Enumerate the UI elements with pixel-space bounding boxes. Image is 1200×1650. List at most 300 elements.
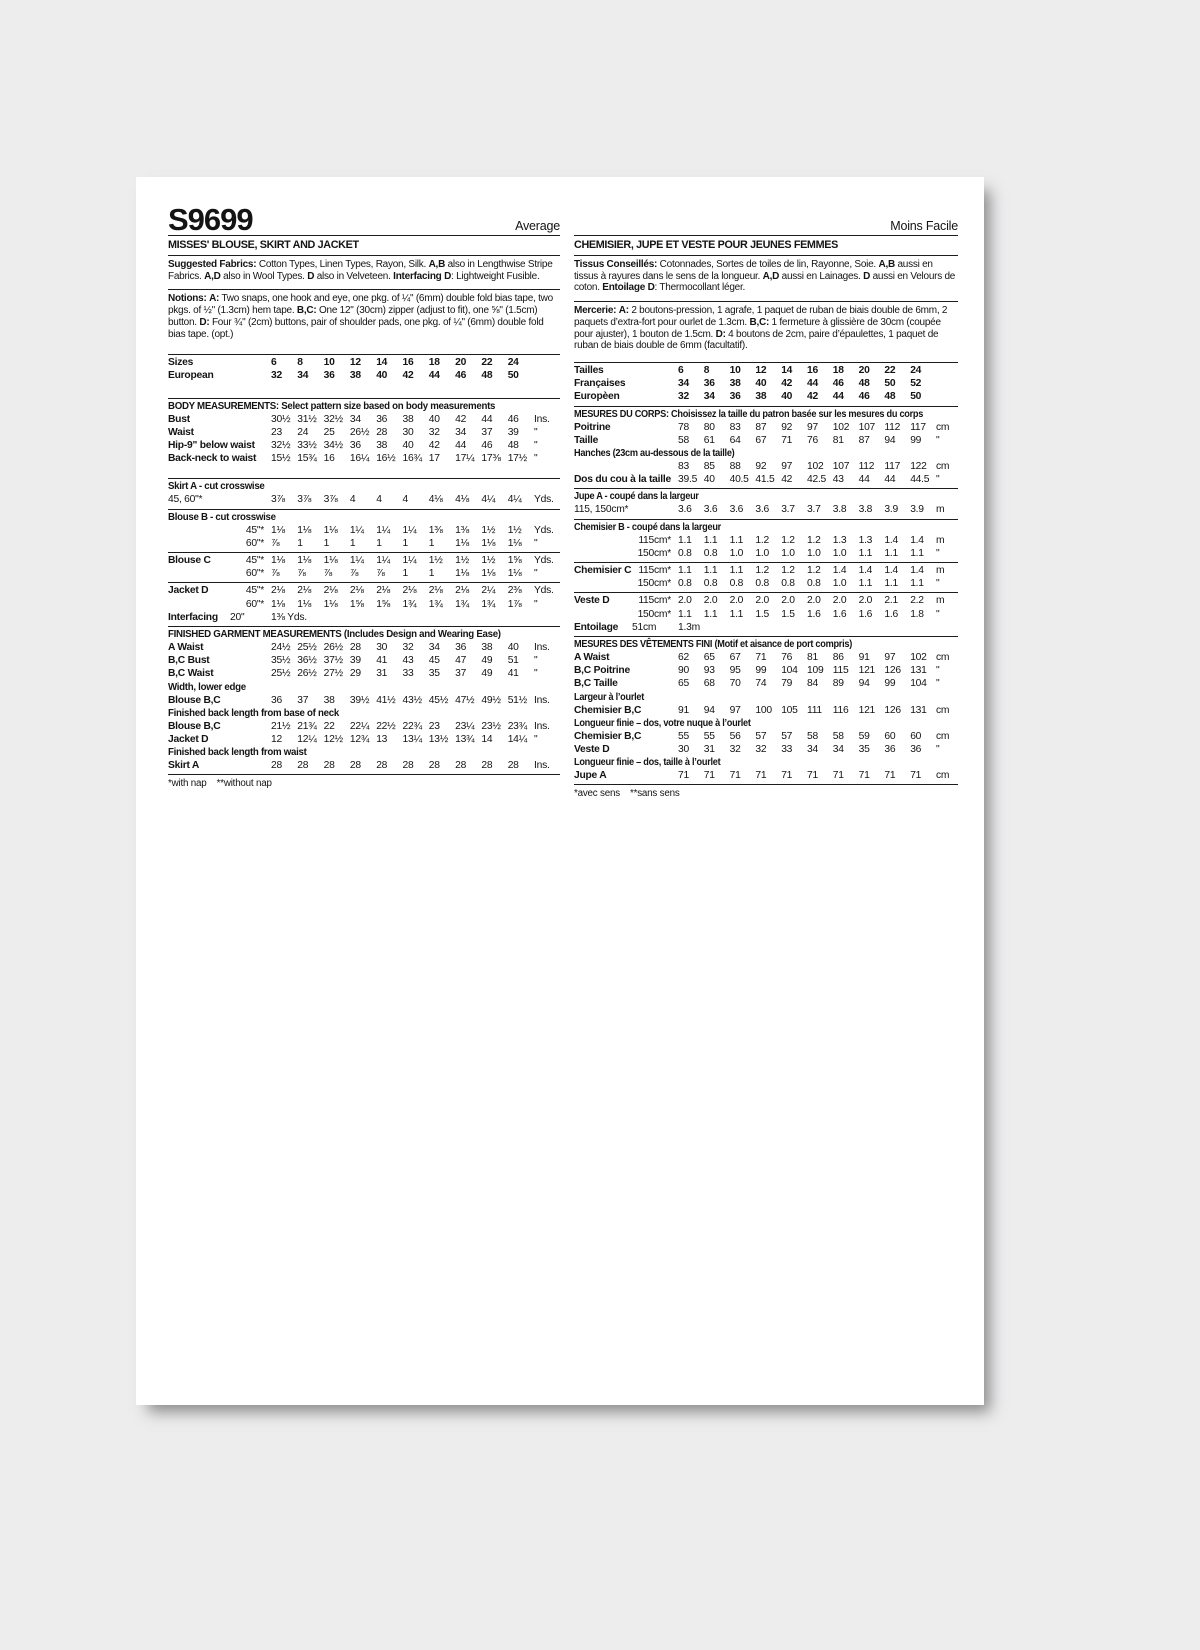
measurement-value: 1.1: [858, 547, 873, 559]
measurement-value: 0.8: [678, 547, 692, 559]
measurement-value: 47: [455, 655, 467, 667]
measurement-value: 18: [428, 357, 440, 369]
measurement-value: 97: [806, 421, 818, 433]
measurement-value: ⅞: [271, 568, 280, 580]
measurement-value: 71: [910, 770, 922, 782]
measurement-value: 1.0: [832, 578, 847, 590]
measurement-value: 33½: [297, 440, 317, 452]
measurement-value: 1⅞: [507, 598, 522, 610]
measurement-value: 2.0: [678, 595, 692, 607]
measurement-value: 34: [349, 413, 361, 425]
measurement-value: 1.2: [755, 534, 769, 546]
section-header: Blouse B - cut crosswise: [168, 511, 276, 523]
row-sublabel: 60"*: [245, 568, 264, 580]
measurement-value: 22: [884, 364, 896, 376]
measurement-value: 12: [755, 364, 767, 376]
measurement-value: 1.4: [884, 564, 898, 576]
measurement-value: 25½: [297, 642, 317, 654]
measurement-value: 30: [402, 426, 414, 438]
measurement-value: 102: [832, 421, 850, 433]
measurement-value: 40: [507, 642, 519, 654]
english-masthead: [168, 202, 560, 237]
row-label: Bust: [168, 413, 190, 425]
size-and-measurement-table-en: [168, 345, 560, 775]
measurement-value: 1½: [481, 555, 496, 567]
measurement-value: 1⅛: [323, 598, 338, 610]
measurement-value: 8: [297, 357, 303, 369]
title-divider-fr: [574, 255, 958, 256]
measurement-value: 1.2: [781, 564, 795, 576]
masthead-divider-fr: [574, 235, 958, 236]
measurement-value: 116: [832, 704, 849, 716]
table-row: [168, 598, 560, 611]
measurement-value: 14: [481, 734, 493, 746]
measurement-value: 1.4: [910, 564, 924, 576]
table-row: [168, 426, 560, 439]
measurement-value: 111: [806, 704, 822, 716]
row-sublabel: 115cm*: [638, 534, 671, 546]
measurement-value: 23: [428, 720, 440, 732]
measurement-value: 131: [910, 665, 927, 677]
measurement-value: 48: [884, 391, 896, 403]
measurement-value: 71: [806, 770, 818, 782]
measurement-value: 1.3: [832, 534, 847, 546]
measurement-value: 1.4: [858, 564, 873, 576]
measurement-value: 94: [884, 434, 896, 446]
measurement-value: 3.9: [884, 504, 898, 516]
measurement-value: 25: [323, 426, 335, 438]
measurement-value: 30: [678, 743, 689, 755]
table-divider: [574, 784, 958, 785]
measurement-value: 1.1: [884, 547, 898, 559]
measurement-value: 1⅛: [297, 555, 312, 567]
table-row: [574, 473, 958, 486]
measurement-value: 1¾: [455, 598, 469, 610]
unit-label: ": [935, 743, 940, 755]
table-row: [574, 564, 958, 577]
measurement-value: 38: [323, 694, 335, 706]
table-row: [168, 567, 560, 580]
measurement-value: 40: [703, 474, 715, 486]
measurement-value: 38: [349, 370, 361, 382]
spacer: [168, 465, 560, 476]
measurement-value: 71: [781, 434, 793, 446]
row-sublabel: 45"*: [245, 555, 264, 567]
row-label: B,C Poitrine: [574, 665, 630, 677]
measurement-value: 1.0: [755, 547, 769, 559]
spacer: [168, 383, 560, 396]
unit-label: Yds.: [533, 524, 554, 536]
row-label: Jupe A: [574, 770, 607, 782]
measurement-value: 1⅛: [323, 524, 338, 536]
unit-label: Yds.: [533, 494, 554, 506]
measurement-value: 2⅛: [297, 585, 312, 597]
table-row: [574, 434, 958, 447]
measurement-value: ⅞: [376, 568, 385, 580]
measurement-value: 126: [884, 665, 901, 677]
table-row: [168, 654, 560, 667]
measurement-value: 85: [703, 460, 715, 472]
measurement-value: 16: [806, 364, 818, 376]
measurement-value: 55: [678, 730, 689, 742]
measurement-value: 1⅛: [481, 537, 496, 549]
measurement-value: 1.2: [781, 534, 795, 546]
measurement-value: 1: [428, 568, 435, 580]
measurement-value: 39½: [349, 694, 370, 706]
measurement-value: 107: [832, 460, 850, 472]
measurement-value: 34: [297, 370, 309, 382]
row-label: B,C Waist: [168, 668, 214, 680]
measurement-value: 91: [858, 651, 870, 663]
measurement-value: 34: [703, 391, 715, 403]
measurement-value: 97: [884, 651, 896, 663]
measurement-value: 23: [271, 426, 282, 438]
row-label: Waist: [168, 426, 194, 438]
unit-label: cm: [935, 770, 950, 782]
measurement-value: 37: [481, 426, 493, 438]
unit-label: cm: [935, 651, 950, 663]
measurement-value: 2⅜: [507, 585, 522, 597]
measurement-value: 102: [910, 651, 927, 663]
measurement-value: 90: [678, 665, 689, 677]
measurement-value: 46: [481, 440, 493, 452]
measurement-value: 76: [781, 651, 793, 663]
measurement-value: 1: [428, 537, 435, 549]
measurement-value: 40.5: [729, 474, 749, 486]
measurement-value: 44.5: [910, 474, 930, 486]
row-label: Blouse B,C: [168, 720, 221, 732]
measurement-value: 14: [781, 364, 793, 376]
row-label: Blouse C: [168, 555, 211, 567]
row-value: 1.3m: [678, 621, 700, 633]
measurement-value: 1.1: [678, 608, 692, 620]
measurement-value: 71: [832, 770, 844, 782]
tissus-conseilles-paragraph: Tissus Conseillés: Cotonnades, Sortes de toiles de lin, Rayonne, Soie. A,B aussi en tissus à rayures dans le sens de la longueur. A,D aussi en Lainages. D aussi en Velours de coton. Entoilage D: Thermocollant léger.: [574, 259, 956, 294]
difficulty-label-fr: Moins Facile: [890, 219, 958, 233]
garment-title-en: MISSES' BLOUSE, SKIRT AND JACKET: [168, 239, 359, 251]
measurement-value: 47½: [455, 694, 475, 706]
measurement-value: 1⅜: [428, 524, 443, 536]
row-label: Blouse B,C: [168, 694, 221, 706]
measurement-value: 67: [729, 651, 741, 663]
measurement-value: 44: [481, 413, 493, 425]
measurement-value: 1½: [455, 555, 469, 567]
measurement-value: 32½: [323, 413, 343, 425]
row-sublabel: 45"*: [245, 585, 264, 597]
measurement-value: 32: [402, 642, 414, 654]
measurement-value: 121: [858, 704, 876, 716]
measurement-value: 20: [455, 357, 467, 369]
measurement-value: 92: [781, 421, 793, 433]
suggested-fabrics-paragraph: Suggested Fabrics: Cotton Types, Linen Types, Rayon, Silk. A,B also in Lengthwise Stripe Fabrics. A,D also in Wool Types. D also in Velveteen. Interfacing D: Lightweight Fusible.: [168, 259, 553, 282]
measurement-value: 126: [884, 704, 901, 716]
row-label: Sizes: [168, 357, 194, 369]
row-sublabel: 45"*: [245, 524, 264, 536]
unit-label: ": [533, 734, 538, 746]
measurement-value: 38: [755, 391, 767, 403]
measurement-value: 41½: [376, 694, 396, 706]
measurement-value: 83: [678, 460, 689, 472]
measurement-value: 97: [781, 460, 793, 472]
unit-label: Ins.: [533, 760, 550, 772]
table-row: [168, 554, 560, 567]
table-row: [574, 390, 958, 403]
row-label: A Waist: [168, 642, 204, 654]
measurement-value: 57: [781, 730, 793, 742]
measurement-value: 71: [755, 651, 767, 663]
measurement-value: 15½: [271, 453, 291, 465]
measurement-value: 0.8: [729, 578, 744, 590]
measurement-value: 24½: [271, 642, 291, 654]
section-header: Longueur finie – dos, votre nuque à l’ourlet: [574, 717, 751, 729]
table-row: [574, 704, 958, 717]
measurement-value: 2⅛: [323, 585, 338, 597]
measurement-value: 28: [402, 760, 414, 772]
measurement-value: 36: [910, 743, 922, 755]
unit-label: cm: [935, 421, 950, 433]
measurement-value: 1.6: [858, 608, 873, 620]
measurement-value: 6: [271, 357, 277, 369]
measurement-value: 1¼: [402, 555, 417, 567]
measurement-value: 36: [455, 642, 467, 654]
measurement-value: 40: [376, 370, 388, 382]
measurement-value: 32: [678, 391, 689, 403]
measurement-value: 1.1: [729, 608, 744, 620]
measurement-value: 1⅛: [297, 524, 312, 536]
measurement-value: 104: [781, 665, 798, 677]
unit-label: ": [935, 474, 940, 486]
measurement-value: 117: [910, 421, 926, 433]
measurement-value: 1.6: [806, 608, 821, 620]
measurement-value: 23¾: [507, 720, 527, 732]
measurement-value: 29: [349, 668, 361, 680]
table-row: [574, 547, 958, 560]
measurement-value: 36: [323, 370, 335, 382]
measurement-value: 48: [858, 378, 870, 390]
table-row: [168, 439, 560, 452]
measurement-value: 112: [858, 460, 875, 472]
measurement-value: 14¼: [507, 734, 527, 746]
measurement-value: 23½: [481, 720, 501, 732]
measurement-value: 25½: [271, 668, 291, 680]
row-sublabel: 150cm*: [637, 578, 671, 590]
measurement-value: 22¼: [349, 720, 370, 732]
table-divider: [168, 509, 560, 510]
measurement-value: 36: [271, 694, 282, 706]
row-label: Veste D: [574, 743, 610, 755]
measurement-value: 1⅛: [507, 537, 522, 549]
measurement-value: 104: [910, 678, 927, 690]
measurement-value: 37: [455, 668, 467, 680]
unit-label: Yds.: [533, 585, 554, 597]
measurement-value: 1.1: [858, 578, 873, 590]
measurement-value: 1: [376, 537, 382, 549]
measurement-value: 34: [455, 426, 467, 438]
pattern-instruction-sheet: [136, 177, 984, 1405]
measurement-value: 2⅛: [349, 585, 364, 597]
measurement-value: 48: [481, 370, 493, 382]
measurement-value: 38: [376, 440, 388, 452]
measurement-value: 105: [781, 704, 798, 716]
measurement-value: 46: [507, 413, 519, 425]
measurement-value: 43½: [402, 694, 422, 706]
measurement-value: 28: [376, 426, 388, 438]
row-label: Hip-9" below waist: [168, 440, 255, 452]
measurement-value: 3.6: [729, 504, 744, 516]
fabrics-divider-en: [168, 289, 560, 290]
unit-label: m: [935, 564, 945, 576]
measurement-value: 17⅜: [481, 453, 501, 465]
measurement-value: 13: [376, 734, 388, 746]
measurement-value: 122: [910, 460, 927, 472]
row-label: Interfacing: [168, 611, 218, 623]
row-label: Chemisier C: [574, 564, 632, 576]
table-row: [168, 667, 560, 680]
french-column: [574, 203, 958, 799]
measurement-value: 1.0: [806, 547, 821, 559]
table-row: [574, 730, 958, 743]
measurement-value: 76: [806, 434, 818, 446]
measurement-value: 1.1: [703, 608, 718, 620]
measurement-value: 1¾: [428, 598, 443, 610]
table-divider: [574, 362, 958, 363]
table-row: [168, 524, 560, 537]
measurement-value: 64: [729, 434, 741, 446]
table-row: [168, 452, 560, 465]
table-divider: [168, 398, 560, 399]
section-header: Longueur finie – dos, taille à l’ourlet: [574, 757, 721, 769]
measurement-value: 2.0: [781, 595, 795, 607]
measurement-value: 3.8: [858, 504, 873, 516]
measurement-value: 4⅛: [455, 494, 469, 506]
unit-label: cm: [935, 704, 950, 716]
table-divider: [574, 406, 958, 407]
measurement-value: 51½: [507, 694, 527, 706]
measurement-value: 1.1: [884, 578, 898, 590]
section-header: Finished back length from waist: [168, 747, 307, 759]
row-label: Tailles: [574, 364, 604, 376]
measurement-value: 36½: [297, 655, 317, 667]
measurement-value: 81: [806, 651, 818, 663]
measurement-value: 28: [507, 760, 519, 772]
measurement-value: 65: [678, 678, 689, 690]
measurement-value: 88: [729, 460, 741, 472]
measurement-value: 36: [349, 440, 361, 452]
measurement-value: 28: [428, 760, 440, 772]
measurement-value: 51: [507, 655, 519, 667]
row-label: Entoilage: [574, 621, 619, 633]
row-label: European: [168, 370, 214, 382]
measurement-value: 92: [755, 460, 767, 472]
section-header: Finished back length from base of neck: [168, 707, 339, 719]
measurement-value: 44: [455, 440, 467, 452]
measurement-value: 109: [806, 665, 824, 677]
measurement-value: 87: [858, 434, 870, 446]
measurement-value: 74: [755, 678, 767, 690]
measurement-value: 22: [323, 720, 335, 732]
measurement-value: ⅞: [323, 568, 332, 580]
row-label: A Waist: [574, 651, 610, 663]
row-sublabel: 150cm*: [637, 608, 671, 620]
measurement-value: 43: [832, 474, 844, 486]
measurement-value: 117: [884, 460, 901, 472]
measurement-value: 1.0: [781, 547, 795, 559]
unit-label: ": [533, 453, 538, 465]
measurement-value: 46: [455, 370, 467, 382]
unit-label: Ins.: [533, 642, 550, 654]
measurement-value: 39: [507, 426, 519, 438]
table-row: [168, 356, 560, 369]
measurement-value: 26½: [297, 668, 317, 680]
unit-label: Ins.: [533, 413, 550, 425]
measurement-value: 1.6: [832, 608, 847, 620]
measurement-value: 4: [349, 494, 356, 506]
measurement-value: 1.1: [703, 534, 718, 546]
measurement-value: 4: [376, 494, 382, 506]
measurement-value: 79: [781, 678, 793, 690]
measurement-value: 49: [481, 668, 493, 680]
measurement-value: 33: [781, 743, 793, 755]
measurement-value: 1.1: [703, 564, 718, 576]
measurement-value: 8: [703, 364, 710, 376]
measurement-value: 2.0: [755, 595, 769, 607]
measurement-value: 3.7: [781, 504, 795, 516]
table-divider: [574, 636, 958, 637]
measurement-value: 42: [428, 440, 440, 452]
measurement-value: 12¾: [349, 734, 370, 746]
measurement-value: 13½: [428, 734, 449, 746]
unit-label: m: [935, 504, 945, 516]
row-sublabel: 20": [230, 611, 245, 623]
measurement-value: 34: [428, 642, 440, 654]
measurement-value: 12: [271, 734, 282, 746]
measurement-value: 1: [297, 537, 303, 549]
measurement-value: 71: [703, 770, 715, 782]
measurement-value: 131: [910, 704, 927, 716]
table-row: [574, 377, 958, 390]
measurement-value: 16¾: [402, 453, 422, 465]
measurement-value: 22¾: [402, 720, 422, 732]
measurement-value: 46: [858, 391, 870, 403]
measurement-value: 20: [858, 364, 870, 376]
measurement-value: 1: [349, 537, 356, 549]
measurement-value: 1.6: [884, 608, 898, 620]
measurement-value: 4¼: [481, 494, 496, 506]
measurement-value: 46: [832, 378, 844, 390]
measurement-value: 1⅛: [297, 598, 312, 610]
measurement-value: 70: [729, 678, 741, 690]
table-divider: [168, 774, 560, 775]
measurement-value: 1.1: [678, 564, 692, 576]
measurement-value: 37½: [323, 655, 343, 667]
measurement-value: ⅞: [349, 568, 359, 580]
measurement-value: 2.0: [858, 595, 873, 607]
measurement-value: 42: [806, 391, 818, 403]
table-row: [574, 594, 958, 607]
measurement-value: 58: [806, 730, 818, 742]
table-row: [168, 641, 560, 654]
section-header: MESURES DU CORPS: Choisissez la taille du patron basée sur les mesures du corps: [574, 408, 924, 420]
measurement-value: 28: [376, 760, 388, 772]
measurement-value: 28: [297, 760, 309, 772]
measurement-value: 1.4: [832, 564, 847, 576]
measurement-value: 2⅛: [376, 585, 391, 597]
measurement-value: 91: [678, 704, 689, 716]
notions-paragraph: Notions: A: Two snaps, one hook and eye, one pkg. of ¼" (6mm) double fold bias tape, two pkgs. of ½" (1.3cm) hem tape. B,C: One 12" (30cm) zipper (adjust to fit), one ⅝" (1.5cm) button. D: Four ¾" (2cm) buttons, pair of shoulder pads, one pkg. of ¼" (6mm) double fold bias tape. (opt.): [168, 293, 553, 340]
measurement-value: 34: [678, 378, 689, 390]
measurement-value: 1¼: [376, 555, 391, 567]
measurement-value: 18: [832, 364, 844, 376]
